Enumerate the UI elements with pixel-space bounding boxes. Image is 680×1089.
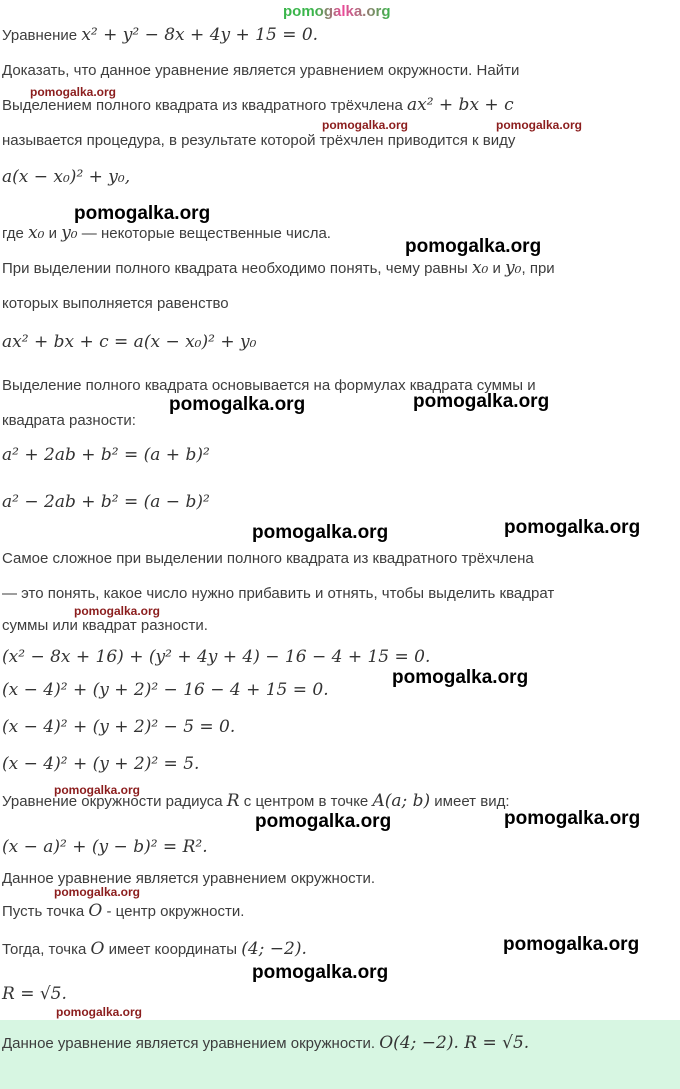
math-fragment: (4; −2). <box>241 939 307 959</box>
explanation-line <box>2 410 136 432</box>
definition-line <box>2 130 515 152</box>
math-fragment: a² − 2ab + b² = (a − b)² <box>2 492 210 512</box>
math-fragment: R = √5. <box>2 984 67 1004</box>
coordinates-line <box>2 938 307 961</box>
equation-statement-line <box>2 24 318 47</box>
text-fragment: Данное уравнение является уравнением окружности. <box>2 1035 380 1052</box>
explanation-line <box>2 222 331 245</box>
math-fragment: ax² + bx + c <box>406 95 514 115</box>
text-fragment: где <box>2 225 29 242</box>
watermark-pomogalka: pomogalka.org <box>504 517 641 538</box>
math-fragment: R <box>226 791 240 811</box>
result-box <box>0 1020 680 1089</box>
text-fragment: суммы или квадрат разности. <box>2 617 208 634</box>
text-fragment: Данное уравнение является уравнением окружности. <box>2 870 376 887</box>
watermark-pomogalka: pomogalka.org <box>504 808 641 829</box>
derivation-line <box>2 646 430 669</box>
watermark-pomogalka: pomogalka.org <box>252 522 389 543</box>
math-fragment: (x − a)² + (y − b)² = R². <box>2 837 208 857</box>
watermark-pomogalka: pomogalka.org <box>54 885 141 899</box>
text-fragment: называется процедура, в результате которой трёхчлен приводится к виду <box>2 132 516 149</box>
derivation-line <box>2 679 329 702</box>
formula-line <box>2 491 210 514</box>
text-fragment: квадрата разности: <box>2 412 136 429</box>
watermark-pomogalka: pomogalka.org <box>392 667 529 688</box>
math-fragment: (x − 4)² + (y + 2)² = 5. <box>2 754 200 774</box>
text-fragment: Выделение полного квадрата основывается на формулах квадрата суммы и <box>2 377 536 394</box>
text-fragment: — это понять, какое число нужно прибавить и отнять, чтобы выделить квадрат <box>2 585 555 602</box>
math-fragment: O <box>88 901 103 921</box>
text-fragment: , при <box>521 260 555 277</box>
math-fragment: y₀ <box>61 223 78 243</box>
text-fragment: Доказать, что данное уравнение является уравнением окружности. Найти <box>2 62 520 79</box>
math-fragment: (x² − 8x + 16) + (y² + 4y + 4) − 16 − 4 + 15 = 0. <box>2 647 431 667</box>
text-fragment: Тогда, точка <box>2 941 91 958</box>
math-fragment: y₀ <box>505 258 522 278</box>
math-fragment: a(x − x₀)² + y₀, <box>2 167 131 187</box>
text-fragment: имеет вид: <box>430 793 510 810</box>
math-fragment: a² + 2ab + b² = (a + b)² <box>2 445 210 465</box>
watermark-pomogalka: pomogalka.org <box>56 1005 143 1019</box>
center-definition-line <box>2 900 244 923</box>
math-fragment: (x − 4)² + (y + 2)² − 5 = 0. <box>2 717 236 737</box>
formula-line <box>2 331 256 354</box>
explanation-line <box>2 293 229 315</box>
text-fragment: Уравнение окружности радиуса <box>2 793 227 810</box>
watermark-pomogalka: pomogalka.org <box>30 85 117 99</box>
watermark-pomogalka: pomogalka.org <box>252 962 389 983</box>
watermark-pomogalka: pomogalka.org <box>74 604 161 618</box>
formula-line <box>2 166 130 189</box>
conclusion-line <box>2 868 375 890</box>
result-text <box>2 1035 529 1052</box>
math-fragment: (x − 4)² + (y + 2)² − 16 − 4 + 15 = 0. <box>2 680 329 700</box>
radius-line <box>2 983 67 1006</box>
text-fragment: и <box>44 225 62 242</box>
math-fragment: x₀ <box>471 258 489 278</box>
circle-definition-line <box>2 790 510 813</box>
watermark-pomogalka: pomogalka.org <box>169 394 306 415</box>
text-fragment: Пусть точка <box>2 903 89 920</box>
derivation-line <box>2 716 235 739</box>
text-fragment: Выделением полного квадрата из квадратного трёхчлена <box>2 97 407 114</box>
math-fragment: x² + y² − 8x + 4y + 15 = 0. <box>81 25 319 45</box>
circle-formula-line <box>2 836 208 859</box>
watermark-pomogalka: pomogalka.org <box>54 783 141 797</box>
math-fragment: O <box>90 939 105 959</box>
explanation-line <box>2 257 555 280</box>
watermark-pomogalka: pomogalka.org <box>255 811 392 832</box>
watermark-pomogalka: pomogalka.org <box>283 3 391 20</box>
text-fragment: Самое сложное при выделении полного квадрата из квадратного трёхчлена <box>2 550 534 567</box>
text-fragment: и <box>488 260 506 277</box>
math-fragment: O(4; −2). R = √5. <box>379 1033 530 1053</box>
text-fragment: имеет координаты <box>104 941 242 958</box>
text-fragment: Уравнение <box>2 27 82 44</box>
watermark-pomogalka: pomogalka.org <box>503 934 640 955</box>
explanation-line <box>2 583 554 605</box>
watermark-pomogalka: pomogalka.org <box>496 118 583 132</box>
task-line <box>2 60 519 82</box>
text-fragment: — некоторые вещественные числа. <box>77 225 331 242</box>
text-fragment: - центр окружности. <box>102 903 245 920</box>
formula-line <box>2 444 210 467</box>
watermark-pomogalka: pomogalka.org <box>322 118 409 132</box>
text-fragment: При выделении полного квадрата необходимо понять, чему равны <box>2 260 472 277</box>
text-fragment: с центром в точке <box>239 793 373 810</box>
math-fragment: ax² + bx + c = a(x − x₀)² + y₀ <box>2 332 257 352</box>
derivation-line <box>2 753 199 776</box>
watermark-pomogalka: pomogalka.org <box>74 203 211 224</box>
explanation-line <box>2 548 534 570</box>
math-fragment: x₀ <box>28 223 45 243</box>
watermark-pomogalka: pomogalka.org <box>413 391 550 412</box>
explanation-line <box>2 375 536 397</box>
text-fragment: которых выполняется равенство <box>2 295 229 312</box>
watermark-pomogalka: pomogalka.org <box>405 236 542 257</box>
explanation-line <box>2 615 208 637</box>
math-fragment: A(a; b) <box>372 791 431 811</box>
definition-line <box>2 94 514 117</box>
